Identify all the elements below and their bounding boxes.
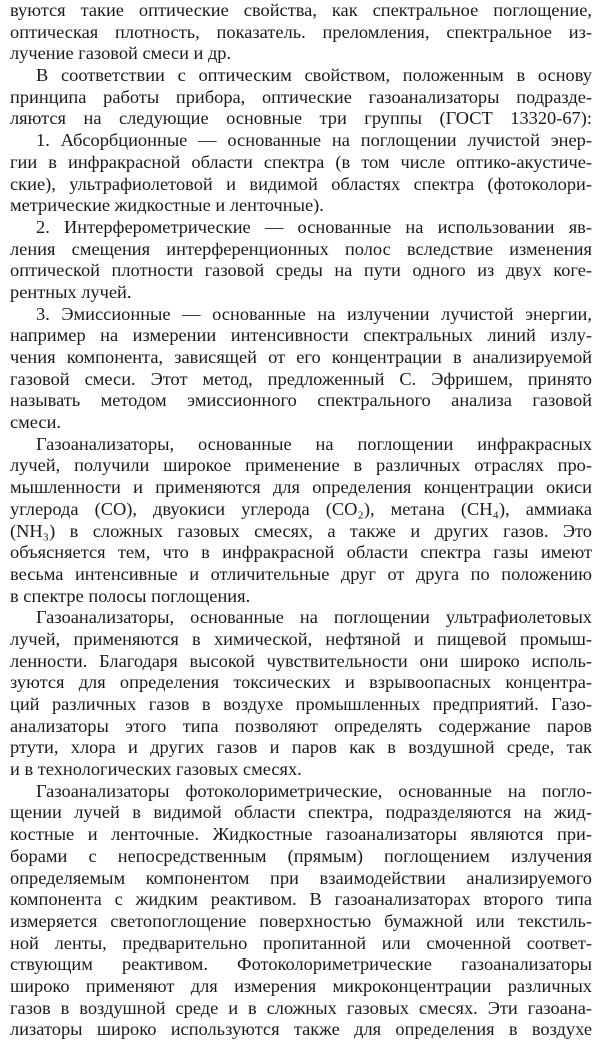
text-line: рентных лучей. <box>10 281 132 302</box>
text-line: смеси. <box>10 412 62 433</box>
text-line: широко применяют для измерения микроконцентрации различных <box>10 975 592 996</box>
text-line: принципа работы прибора, оптические газоанализаторы подразде- <box>10 86 592 107</box>
text-line: определяемым компонентом при взаимодействии анализируемого <box>10 867 592 888</box>
text-line: метрические жидкостные и ленточные). <box>10 195 324 216</box>
paragraph-photocolorimetric-analyzers <box>10 781 592 1041</box>
text-line: в спектре полосы поглощения. <box>10 585 251 606</box>
text-line: измеряется светопоглощение поверхностью бумажной или текстиль- <box>10 910 592 931</box>
text-line: 2. Интерферометрические — основанные на использовании яв- <box>36 216 592 237</box>
text-line: чения компонента, зависящей от его концентрации в анализируемой <box>10 347 592 367</box>
text-line: ствующим реактивом. Фотоколориметрические газоанализаторы <box>10 954 592 975</box>
text-line: (NН₃) в сложных газовых смесях, а также и других газов. Это <box>10 520 592 541</box>
text-line: 1. Абсорбционные — основанные на поглощении лучистой энер- <box>36 130 592 151</box>
text-line: углерода (СО), двуокиси углерода (СО₂), метана (СН₄), аммиака <box>10 498 592 519</box>
text-line: зуются для определения токсических и взрывоопасных концентра- <box>10 672 592 693</box>
text-line: компонента с жидким реактивом. В газоанализаторах второго типа <box>10 889 592 910</box>
text-line: и в технологических газовых смесях. <box>10 759 302 780</box>
text-line: Газоанализаторы, основанные на поглощении ультрафиолетовых <box>36 607 592 628</box>
text-line: лизаторы широко используются также для определения в воздухе <box>10 1019 592 1040</box>
text-line: 3. Эмиссионные — основанные на излучении лучистой энергии, <box>36 303 592 324</box>
text-line: лучей, применяются в химической, нефтяной и пищевой промыш- <box>10 628 592 649</box>
text-line: ной ленты, предварительно пропитанной или смоченной соответ- <box>10 932 592 953</box>
text-line: лучение газовой смеси и др. <box>10 43 232 64</box>
text-line: борами с непосредственным (прямым) поглощением излучения <box>10 845 592 866</box>
list-item-absorption <box>10 130 592 217</box>
document-page <box>10 0 592 1040</box>
text-line: газовой смеси. Этот метод, предложенный С. Эфришем, принято <box>10 368 592 389</box>
text-line: щении лучей в видимой области спектра, подразделяются на жид- <box>10 802 592 823</box>
text-line: весьма интенсивные и отличительные друг от друга по положению <box>10 563 592 584</box>
text-line: костные и ленточные. Жидкостные газоанализаторы являются при- <box>10 824 592 845</box>
paragraph-intro-continuation <box>10 0 592 65</box>
text-line: газов в воздушной среде и в сложных газовых смесях. Эти газоана- <box>10 997 592 1018</box>
text-line: ления смещения интерференционных полос вследствие изменения <box>10 238 592 259</box>
text-line: анализаторы этого типа позволяют определять содержание паров <box>10 715 592 736</box>
text-line: ций различных газов в воздухе промышленных предприятий. Газо- <box>10 694 592 714</box>
text-line: Газоанализаторы, основанные на поглощении инфракрасных <box>36 433 592 454</box>
list-item-interferometric <box>10 217 592 304</box>
text-line: ртути, хлора и других газов и паров как в воздушной среде, так <box>10 737 592 758</box>
paragraph-infrared-analyzers <box>10 434 592 608</box>
text-line: ленности. Благодаря высокой чувствительности они широко исполь- <box>10 650 592 671</box>
text-line: называть методом эмиссионного спектрального анализа газовой <box>10 390 592 411</box>
list-item-emission <box>10 304 592 434</box>
text-line: Газоанализаторы фотоколориметрические, основанные на погло- <box>36 780 592 801</box>
text-line: лучей, получили широкое применение в различных отраслях про- <box>10 455 592 476</box>
text-line: например на измерении интенсивности спектральных линий излу- <box>10 325 592 346</box>
text-line: В соответствии с оптическим свойством, положенным в основу <box>36 65 592 86</box>
text-line: гии в инфракрасной области спектра (в том числе оптико-акустиче- <box>10 151 592 172</box>
paragraph-classification <box>10 65 592 130</box>
paragraph-ultraviolet-analyzers <box>10 607 592 781</box>
text-line: оптическая плотность, показатель. преломления, спектральное из- <box>10 21 592 42</box>
text-line: оптической плотности газовой среды на пути одного из двух коге- <box>10 260 592 281</box>
text-line: мышленности и применяются для определения концентрации окиси <box>10 477 592 498</box>
text-line: ские), ультрафиолетовой и видимой областях спектра (фотоколори- <box>10 173 592 194</box>
text-line: вуются такие оптические свойства, как спектральное поглощение, <box>10 0 592 20</box>
text-line: объясняется тем, что в инфракрасной области спектра газы имеют <box>10 542 592 563</box>
text-line: ляются на следующие основные три группы (ГОСТ 13320-67): <box>10 108 592 129</box>
